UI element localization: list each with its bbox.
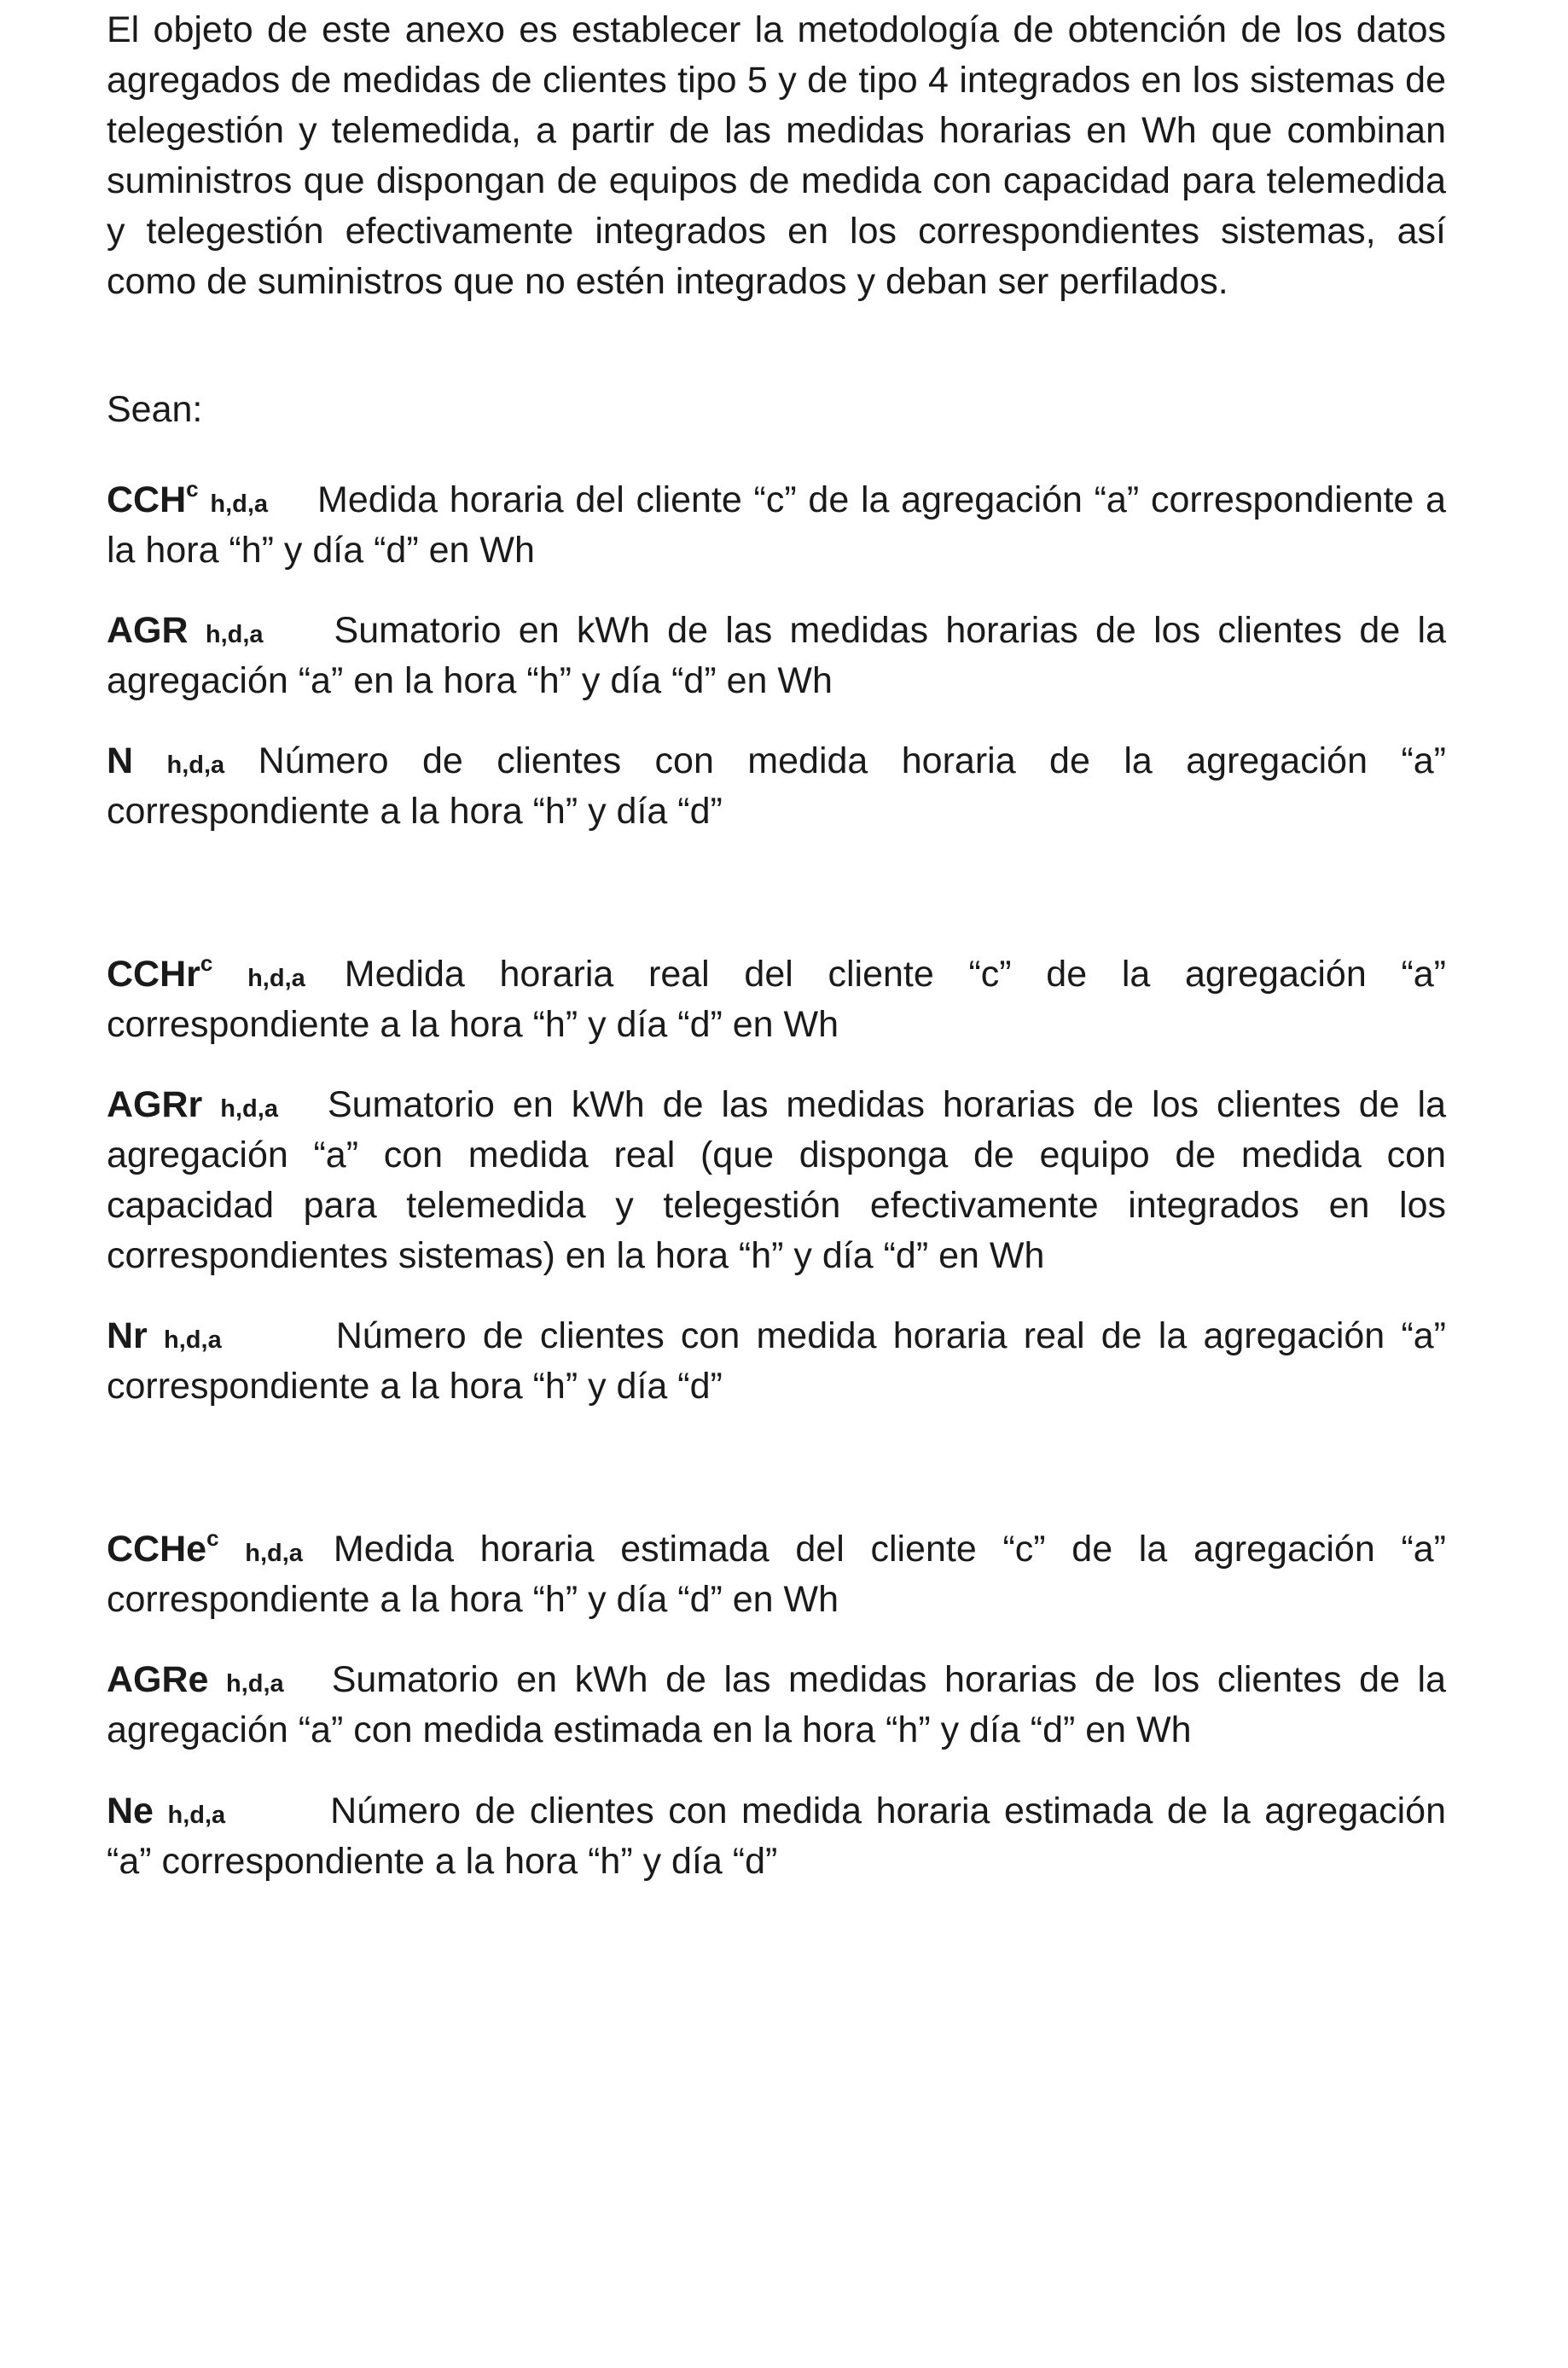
symbol-n: N h,d,a <box>107 740 225 781</box>
document-page <box>107 0 1446 2368</box>
definition-text: Medida horaria del cliente “c” de la agregación “a” correspondiente a la hora “h” y día “d” en Wh <box>107 479 1446 571</box>
symbol-cche: CCHe$^c$ h,d,a <box>107 1525 303 1570</box>
definition-ne <box>107 1786 1446 1887</box>
definition-text: Número de clientes con medida horaria real de la agregación “a” correspondiente a la hora “h” y día “d” <box>107 1315 1446 1407</box>
definition-text: Sumatorio en kWh de las medidas horarias de los clientes de la agregación “a” con medida real (que disponga de equipo de medida con capacidad para telemedida y telegestión efectivamente integrados en los correspondientes sistemas) en la hora “h” y día “d” en Wh <box>107 1084 1447 1276</box>
intro-paragraph: El objeto de este anexo es establecer la metodología de obtención de los datos agregados de medidas de clientes tipo 5 y de tipo 4 integrados en los sistemas de telegestión y telemedida, a partir de las medidas horarias en Wh que combinan suministros que dispongan de equipos de medida con capacidad para telemedida y telegestión efectivamente integrados en los correspondientes sistemas, así como de suministros que no estén integrados y deban ser perfilados. <box>107 9 1446 302</box>
symbol-ne: Ne h,d,a <box>107 1791 226 1831</box>
sean-label: Sean: <box>107 389 203 430</box>
definition-n <box>107 736 1446 837</box>
definition-cch <box>107 475 1446 576</box>
symbol-agr: AGR h,d,a <box>107 610 264 651</box>
definition-agr <box>107 606 1446 706</box>
symbol-agre: AGRe h,d,a <box>107 1659 284 1700</box>
definition-agre <box>107 1655 1446 1756</box>
definition-text: Sumatorio en kWh de las medidas horarias de los clientes de la agregación “a” en la hora “h” y día “d” en Wh <box>107 610 1447 701</box>
symbol-agrr: AGRr h,d,a <box>107 1084 278 1125</box>
definition-cche <box>107 1524 1446 1625</box>
definition-nr <box>107 1311 1446 1412</box>
definition-text: Medida horaria estimada del cliente “c” de la agregación “a” correspondiente a la hora “h” y día “d” en Wh <box>107 1529 1446 1620</box>
symbol-cchr: CCHr$^c$ h,d,a <box>107 950 305 995</box>
definition-text: Número de clientes con medida horaria estimada de la agregación “a” correspondiente a la hora “h” y día “d” <box>107 1791 1447 1882</box>
definition-cchr <box>107 949 1446 1050</box>
definition-agrr <box>107 1080 1446 1281</box>
symbol-nr: Nr h,d,a <box>107 1315 222 1356</box>
definition-text: Sumatorio en kWh de las medidas horarias de los clientes de la agregación “a” con medida estimada en la hora “h” y día “d” en Wh <box>107 1659 1446 1750</box>
symbol-cch: CCH$^c$ h,d,a <box>107 476 269 520</box>
definition-text: Número de clientes con medida horaria de la agregación “a” correspondiente a la hora “h” y día “d” <box>107 740 1447 832</box>
definition-text: Medida horaria real del cliente “c” de la agregación “a” correspondiente a la hora “h” y día “d” en Wh <box>107 954 1447 1045</box>
